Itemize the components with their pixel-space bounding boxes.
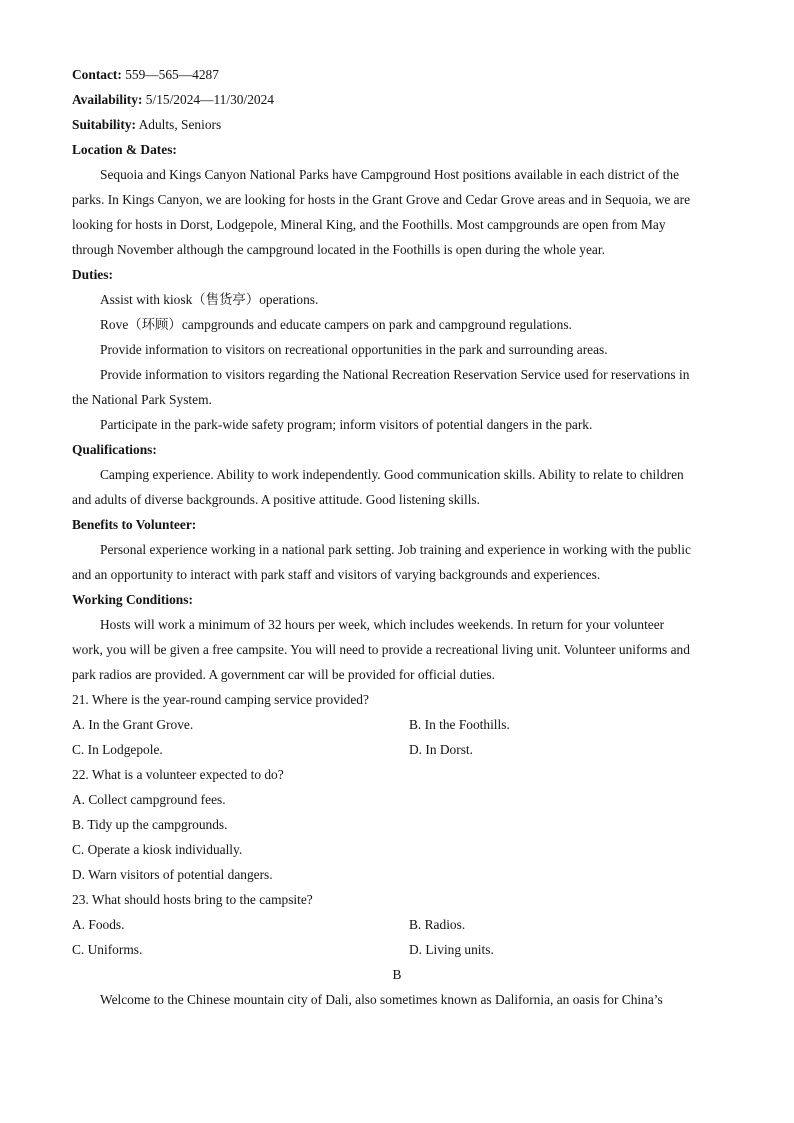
- q23-option-b: B. Radios.: [409, 917, 466, 932]
- suitability-value: Adults, Seniors: [136, 117, 222, 132]
- location-text-line: parks. In Kings Canyon, we are looking for hosts in the Grant Grove and Cedar Grove areas and in Sequoia, we are: [72, 192, 691, 207]
- duty-item-continued: the National Park System.: [72, 392, 212, 407]
- qualifications-text-line: Camping experience. Ability to work independently. Good communication skills. Ability to relate to children: [100, 467, 684, 482]
- question-21: 21. Where is the year-round camping service provided?: [72, 692, 369, 707]
- benefits-text-line: and an opportunity to interact with park staff and visitors of varying backgrounds and experiences.: [72, 567, 601, 582]
- conditions-text-line: Hosts will work a minimum of 32 hours per week, which includes weekends. In return for your volunteer: [100, 617, 665, 632]
- duty-item: Rove（环顾）campgrounds and educate campers on park and campground regulations.: [100, 317, 572, 332]
- conditions-text-line: park radios are provided. A government car will be provided for official duties.: [72, 667, 495, 682]
- qualifications-text-line: and adults of diverse backgrounds. A positive attitude. Good listening skills.: [72, 492, 480, 507]
- q21-option-c: C. In Lodgepole.: [72, 742, 163, 757]
- location-text-line: looking for hosts in Dorst, Lodgepole, Mineral King, and the Foothills. Most campgrounds are open from May: [72, 217, 666, 232]
- availability-line: [72, 87, 722, 112]
- contact-line: [72, 62, 722, 87]
- location-heading: Location & Dates:: [72, 142, 177, 157]
- benefits-heading: Benefits to Volunteer:: [72, 517, 197, 532]
- duty-item: Provide information to visitors regarding the National Recreation Reservation Service used for reservations in: [100, 367, 690, 382]
- availability-value: 5/15/2024—11/30/2024: [142, 92, 274, 107]
- question-23-options-row: [72, 937, 722, 962]
- conditions-heading: Working Conditions:: [72, 592, 193, 607]
- q23-option-d: D. Living units.: [409, 942, 494, 957]
- location-text-line: through November although the campground located in the Foothills is open during the whole year.: [72, 242, 605, 257]
- suitability-label: Suitability:: [72, 117, 136, 132]
- benefits-text-line: Personal experience working in a national park setting. Job training and experience in working with the public: [100, 542, 691, 557]
- duty-item: Assist with kiosk（售货亭）operations.: [100, 292, 319, 307]
- duties-heading: Duties:: [72, 267, 113, 282]
- q21-option-a: A. In the Grant Grove.: [72, 717, 194, 732]
- qualifications-heading: Qualifications:: [72, 442, 157, 457]
- q22-option-d: D. Warn visitors of potential dangers.: [72, 867, 273, 882]
- question-21-options-row: [72, 737, 722, 762]
- section-b-intro: Welcome to the Chinese mountain city of Dali, also sometimes known as Dalifornia, an oasis for China’s: [100, 992, 663, 1007]
- q21-option-b: B. In the Foothills.: [409, 717, 510, 732]
- contact-label: Contact:: [72, 67, 122, 82]
- q23-option-c: C. Uniforms.: [72, 942, 143, 957]
- availability-label: Availability:: [72, 92, 143, 107]
- conditions-text-line: work, you will be given a free campsite. You will need to provide a recreational living unit. Volunteer uniforms and: [72, 642, 690, 657]
- question-23-options-row: [72, 912, 722, 937]
- duty-item: Provide information to visitors on recreational opportunities in the park and surrounding areas.: [100, 342, 608, 357]
- section-b-heading: B: [392, 967, 402, 982]
- question-23: 23. What should hosts bring to the campsite?: [72, 892, 313, 907]
- q22-option-c: C. Operate a kiosk individually.: [72, 842, 243, 857]
- q22-option-b: B. Tidy up the campgrounds.: [72, 817, 228, 832]
- duty-item: Participate in the park-wide safety program; inform visitors of potential dangers in the park.: [100, 417, 593, 432]
- q23-option-a: A. Foods.: [72, 917, 125, 932]
- contact-value: 559—565—4287: [121, 67, 219, 82]
- q21-option-d: D. In Dorst.: [409, 742, 473, 757]
- suitability-line: [72, 112, 722, 137]
- question-22: 22. What is a volunteer expected to do?: [72, 767, 284, 782]
- location-text-line: Sequoia and Kings Canyon National Parks have Campground Host positions available in each district of the: [100, 167, 680, 182]
- q22-option-a: A. Collect campground fees.: [72, 792, 226, 807]
- document-page: [72, 62, 722, 1012]
- question-21-options-row: [72, 712, 722, 737]
